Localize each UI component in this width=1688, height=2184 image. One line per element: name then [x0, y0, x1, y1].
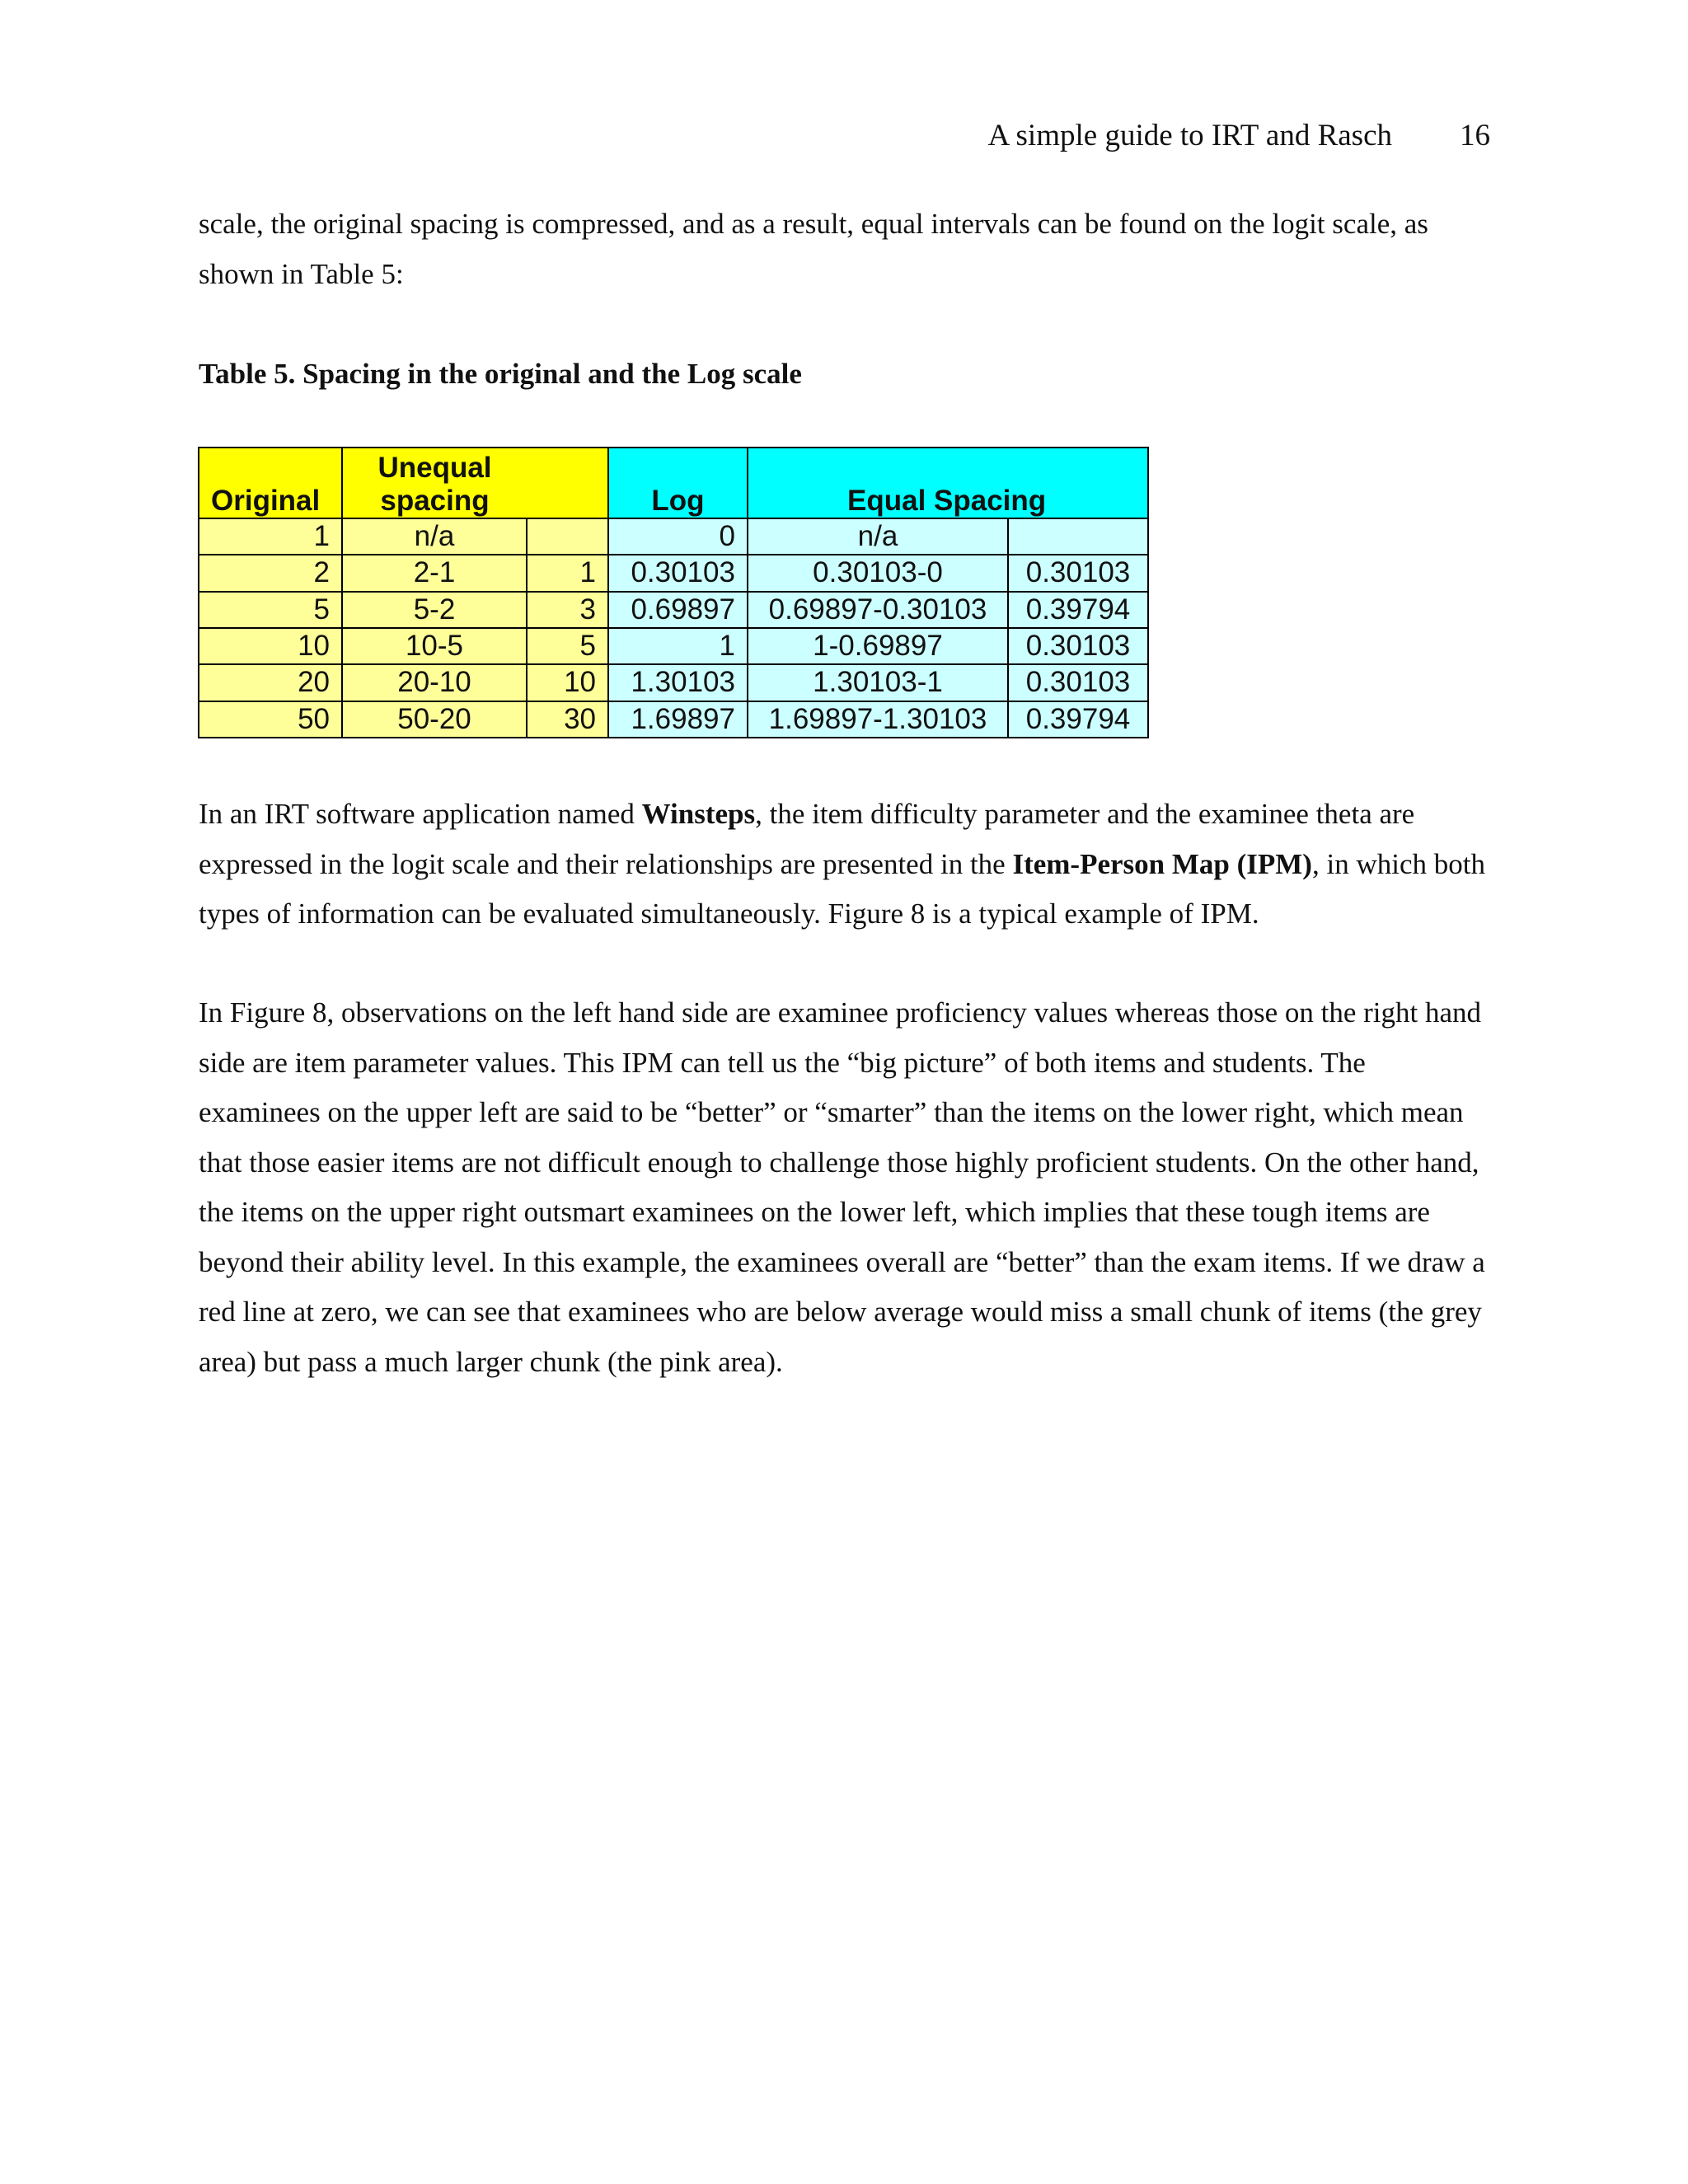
- cell-original: 1: [199, 518, 342, 555]
- table-row: [199, 555, 1148, 591]
- header-original: Original: [199, 448, 342, 518]
- term-item-person-map: Item-Person Map (IPM): [1012, 847, 1312, 880]
- cell-equal-value: [1008, 518, 1148, 555]
- header-equal-spacing: Equal Spacing: [748, 448, 1008, 518]
- cell-log: 1.30103: [608, 664, 748, 701]
- paragraph-figure-8: In Figure 8, observations on the left hand side are examinee proficiency values whereas those on the right hand side are item parameter values. This IPM can tell us the “big picture” of both items and students. The examinees on the upper left are said to be “better” or “smarter” than the items on the lower right, which mean that those easier items are not difficult enough to challenge those highly proficient students. On the other hand, the items on the upper right outsmart examinees on the lower left, which implies that these tough items are beyond their ability level. In this example, the examinees overall are “better” than the exam items. If we draw a red line at zero, we can see that examinees who are below average would miss a small chunk of items (the grey area) but pass a much larger chunk (the pink area).: [199, 996, 1485, 1378]
- spacing-table: [198, 447, 1149, 738]
- cell-original: 20: [199, 664, 342, 701]
- cell-unequal-value: 5: [527, 628, 608, 664]
- cell-equal-value: 0.30103: [1008, 664, 1148, 701]
- cell-equal-expression: 1.69897-1.30103: [748, 701, 1008, 738]
- cell-equal-expression: 1-0.69897: [748, 628, 1008, 664]
- cell-unequal-expression: 50-20: [342, 701, 527, 738]
- cell-unequal-expression: n/a: [342, 518, 527, 555]
- cell-equal-value: 0.39794: [1008, 592, 1148, 628]
- cell-unequal-value: 30: [527, 701, 608, 738]
- table-row: [199, 664, 1148, 701]
- table-caption: Table 5. Spacing in the original and the Log scale: [199, 358, 802, 390]
- cell-original: 2: [199, 555, 342, 591]
- cell-unequal-expression: 5-2: [342, 592, 527, 628]
- cell-equal-value: 0.30103: [1008, 628, 1148, 664]
- running-head: [988, 115, 1490, 157]
- cell-original: 50: [199, 701, 342, 738]
- cell-equal-expression: 1.30103-1: [748, 664, 1008, 701]
- header-log: Log: [608, 448, 748, 518]
- paragraph-winsteps: [199, 790, 1493, 940]
- cell-log: 1.69897: [608, 701, 748, 738]
- cell-log: 0.30103: [608, 555, 748, 591]
- cell-unequal-value: 1: [527, 555, 608, 591]
- cell-unequal-expression: 20-10: [342, 664, 527, 701]
- text-run: In an IRT software application named: [199, 798, 642, 830]
- cell-equal-value: 0.30103: [1008, 555, 1148, 591]
- table-row: [199, 592, 1148, 628]
- term-winsteps: Winsteps: [641, 798, 756, 830]
- running-head-title: A simple guide to IRT and Rasch: [987, 119, 1392, 152]
- cell-log: 0: [608, 518, 748, 555]
- cell-equal-expression: 0.69897-0.30103: [748, 592, 1008, 628]
- header-unequal-spacing: Unequal spacing: [342, 448, 527, 518]
- spacing-table-container: [198, 447, 1147, 738]
- cell-unequal-value: 10: [527, 664, 608, 701]
- table-row: [199, 701, 1148, 738]
- cell-equal-expression: n/a: [748, 518, 1008, 555]
- cell-unequal-expression: 10-5: [342, 628, 527, 664]
- cell-log: 1: [608, 628, 748, 664]
- paragraph-intro: scale, the original spacing is compressed, and as a result, equal intervals can be found on the logit scale, as shown in Table 5:: [199, 208, 1428, 290]
- text-run: , in which both types of information can be evaluated simultaneously. Figure 8 is a typical example of IPM.: [199, 847, 1485, 930]
- cell-equal-value: 0.39794: [1008, 701, 1148, 738]
- cell-equal-expression: 0.30103-0: [748, 555, 1008, 591]
- cell-log: 0.69897: [608, 592, 748, 628]
- cell-original: 10: [199, 628, 342, 664]
- table-row: [199, 628, 1148, 664]
- header-unequal-spacing-value: [527, 448, 608, 518]
- text-run: , the item difficulty parameter and the examinee theta are expressed in the logit scale and their relationships are presented in the: [199, 798, 1415, 880]
- cell-unequal-value: 3: [527, 592, 608, 628]
- page-number: 16: [1460, 119, 1490, 152]
- cell-unequal-expression: 2-1: [342, 555, 527, 591]
- cell-unequal-value: [527, 518, 608, 555]
- table-row: [199, 518, 1148, 555]
- cell-original: 5: [199, 592, 342, 628]
- table-header-row: [199, 448, 1148, 518]
